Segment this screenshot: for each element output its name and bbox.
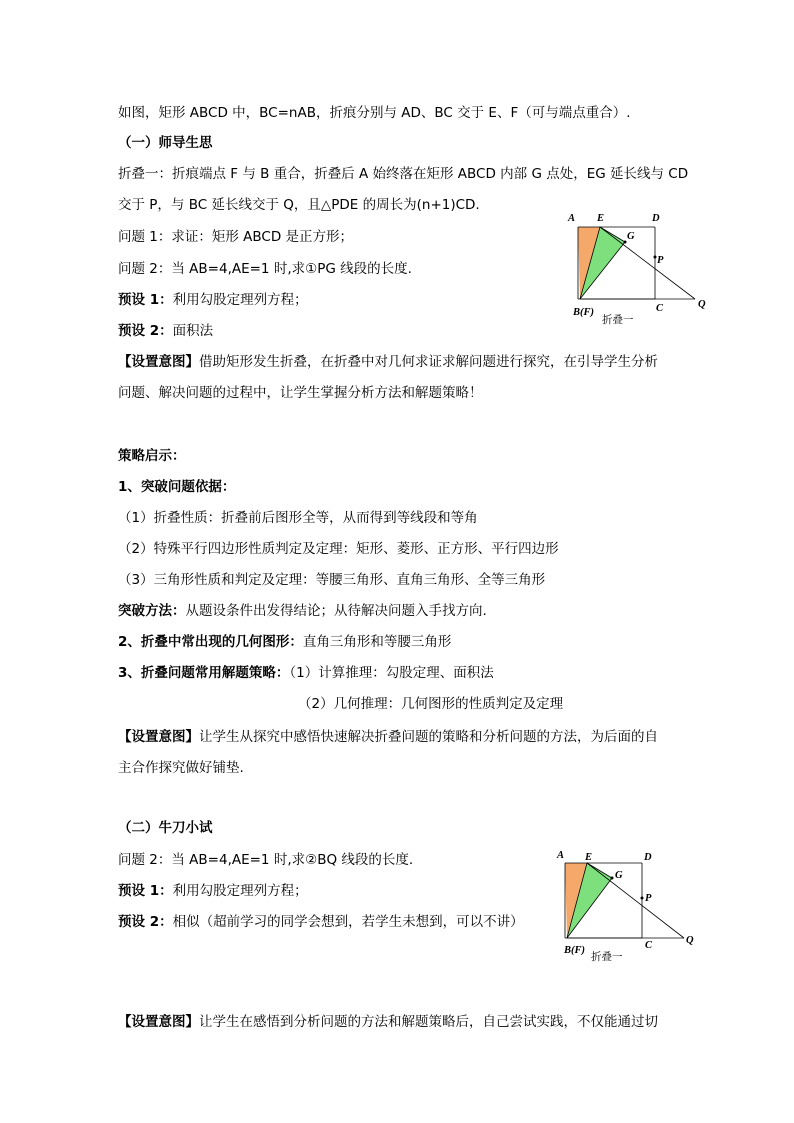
- label-Q: Q: [686, 935, 694, 946]
- label-E: E: [597, 213, 605, 224]
- section1-title: （一）师导生思: [118, 135, 213, 151]
- design-intent-3a: 【设置意图】让学生在感悟到分析问题的方法和解题策略后，自己尝试实践，不仅能通过切: [118, 1014, 658, 1030]
- strategy-item-3: （3）三角形性质和判定及定理：等腰三角形、直角三角形、全等三角形: [118, 572, 546, 588]
- section2-preset-1: 预设 1：利用勾股定理列方程；: [118, 883, 308, 899]
- section2-title: （二）牛刀小试: [118, 820, 213, 836]
- question-2: 问题 2：当 AB=4,AE=1 时,求①PG 线段的长度.: [118, 261, 412, 277]
- design-intent-1a: 【设置意图】借助矩形发生折叠，在折叠中对几何求证求解问题进行探究，在引导学生分析: [118, 354, 658, 370]
- figure-caption: 折叠一: [602, 314, 634, 326]
- label-A: A: [557, 850, 565, 861]
- design-intent-1b: 问题、解决问题的过程中，让学生掌握分析方法和解题策略！: [118, 385, 483, 401]
- strategy-heading-1: 1、突破问题依据：: [118, 479, 236, 495]
- strategy-heading-3-item-2: （2）几何推理：几何图形的性质判定及定理: [298, 696, 564, 712]
- label-G: G: [627, 231, 635, 242]
- label-Q: Q: [698, 299, 706, 310]
- label-E: E: [585, 852, 593, 863]
- strategy-item-1: （1）折叠性质：折叠前后图形全等，从而得到等线段和等角: [118, 510, 478, 526]
- label-A: A: [568, 213, 576, 224]
- strategy-heading-3: 3、折叠问题常用解题策略：（1）计算推理：勾股定理、面积法: [118, 665, 494, 681]
- label-BF: B(F): [573, 307, 594, 318]
- strategy-title: 策略启示：: [118, 448, 186, 464]
- design-intent-2a: 【设置意图】让学生从探究中感悟快速解决折叠问题的策略和分析问题的方法，为后面的自: [118, 729, 658, 745]
- preset-2: 预设 2：面积法: [118, 323, 214, 339]
- fold1-text-1: 折叠一：折痕端点 F 与 B 重合，折叠后 A 始终落在矩形 ABCD 内部 G 点处，EG 延长线与 CD: [118, 166, 689, 182]
- breakthrough-method: 突破方法：从题设条件出发得结论；从待解决问题入手找方向.: [118, 603, 487, 619]
- strategy-heading-2: 2、折叠中常出现的几何图形：直角三角形和等腰三角形: [118, 634, 452, 650]
- label-C: C: [645, 940, 653, 951]
- fold-diagram-1: [560, 207, 710, 332]
- label-D: D: [652, 213, 660, 224]
- label-G: G: [615, 870, 623, 881]
- section2-preset-2: 预设 2：相似（超前学习的同学会想到，若学生未想到，可以不讲）: [118, 914, 524, 930]
- strategy-item-2: （2）特殊平行四边形性质判定及定理：矩形、菱形、正方形、平行四边形: [118, 541, 559, 557]
- label-BF: B(F): [564, 945, 585, 956]
- label-P: P: [657, 255, 664, 266]
- preset-1: 预设 1：利用勾股定理列方程；: [118, 292, 308, 308]
- question-1: 问题 1：求证：矩形 ABCD 是正方形；: [118, 229, 354, 245]
- label-P: P: [645, 893, 652, 904]
- label-D: D: [644, 852, 652, 863]
- design-intent-2b: 主合作探究做好铺垫.: [118, 760, 244, 776]
- fold1-text-2: 交于 P，与 BC 延长线交于 Q，且△PDE 的周长为(n+1)CD.: [118, 197, 480, 213]
- fold-diagram-2: [547, 846, 697, 971]
- intro-text: 如图，矩形 ABCD 中，BC=nAB，折痕分别与 AD、BC 交于 E、F（可与端点重合）.: [118, 105, 631, 121]
- section2-question-2: 问题 2：当 AB=4,AE=1 时,求②BQ 线段的长度.: [118, 852, 414, 868]
- label-C: C: [656, 303, 664, 314]
- figure-caption: 折叠一: [591, 951, 623, 963]
